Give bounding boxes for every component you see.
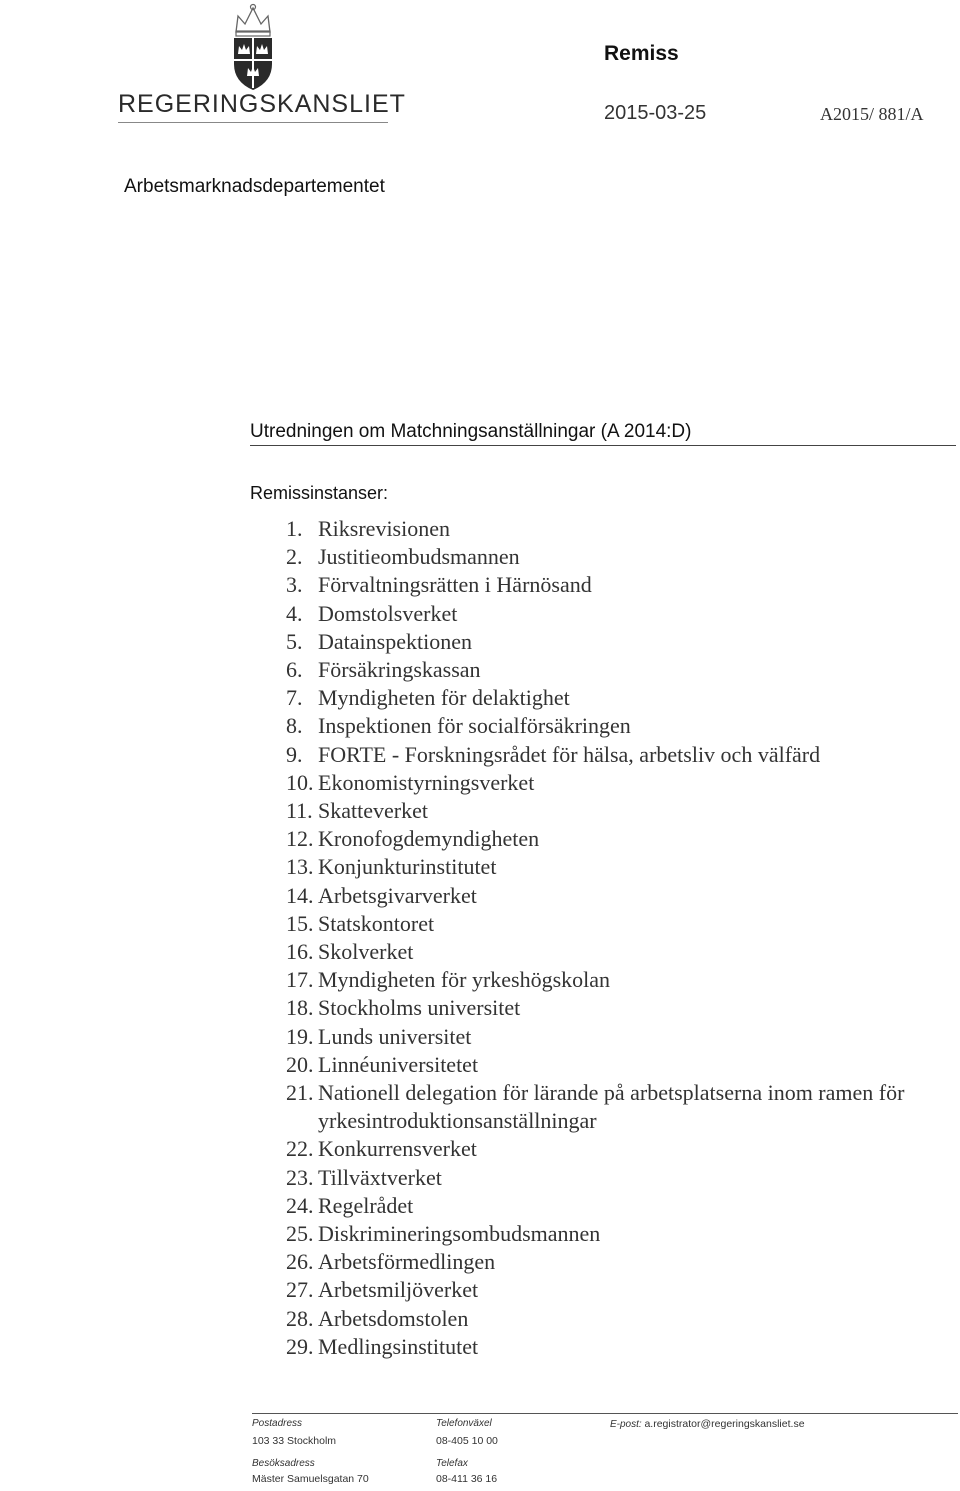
recipient-number: 7.: [286, 685, 303, 711]
recipient-number: 11.: [286, 798, 313, 824]
recipient-name: Kronofogdemyndigheten: [318, 826, 540, 852]
recipient-number: 18.: [286, 995, 314, 1021]
subject-title: Utredningen om Matchningsanställningar (A 2014:D): [250, 421, 692, 442]
recipient-item: [286, 1051, 946, 1079]
recipient-name: Myndigheten för yrkeshögskolan: [318, 967, 611, 993]
recipient-number: 12.: [286, 826, 314, 852]
recipient-number: 5.: [286, 628, 303, 654]
recipient-name: Arbetsdomstolen: [318, 1305, 469, 1331]
recipient-name: Domstolsverket: [318, 600, 458, 626]
recipient-name: Skolverket: [318, 939, 414, 965]
recipient-item: [286, 769, 946, 797]
phone-label: Telefonväxel: [436, 1418, 492, 1429]
reference-number: A2015/ 881/A: [820, 104, 924, 124]
recipient-number: 9.: [286, 741, 303, 767]
recipient-item: [286, 994, 946, 1022]
recipient-item: [286, 1079, 946, 1135]
recipient-item: [286, 628, 946, 656]
recipient-name: Inspektionen för socialförsäkringen: [318, 713, 631, 739]
recipient-name: Förvaltningsrätten i Härnösand: [318, 572, 592, 598]
recipient-item: [286, 1248, 946, 1276]
recipient-item: [286, 1164, 946, 1192]
recipient-number: 1.: [286, 516, 303, 541]
recipient-item: [286, 1135, 946, 1163]
recipient-name: Försäkringskassan: [318, 657, 481, 683]
recipient-name: Skatteverket: [318, 798, 428, 824]
subject-divider: [250, 445, 956, 446]
recipient-name: Konkurrensverket: [318, 1136, 477, 1162]
recipient-number: 25.: [286, 1221, 314, 1247]
recipient-number: 10.: [286, 769, 314, 795]
recipient-name: Riksrevisionen: [318, 516, 450, 541]
recipient-name: Arbetsmiljöverket: [318, 1277, 479, 1303]
recipient-item: [286, 1023, 946, 1051]
visit-address-label: Besöksadress: [252, 1458, 315, 1469]
recipient-name: Konjunkturinstitutet: [318, 854, 497, 880]
fax-value: 08-411 36 16: [436, 1473, 498, 1485]
postal-address-label: Postadress: [252, 1418, 303, 1429]
recipient-number: 26.: [286, 1249, 314, 1275]
recipient-item: [286, 825, 946, 853]
recipient-number: 15.: [286, 910, 314, 936]
recipient-name: Tillväxtverket: [318, 1164, 442, 1190]
recipient-item: [286, 938, 946, 966]
recipients-label: Remissinstanser:: [250, 483, 389, 503]
recipient-number: 27.: [286, 1277, 314, 1303]
recipient-item: [286, 684, 946, 712]
recipient-name: Arbetsförmedlingen: [318, 1249, 496, 1275]
recipient-number: 20.: [286, 1051, 314, 1077]
recipient-number: 22.: [286, 1136, 314, 1162]
recipient-number: 4.: [286, 600, 303, 626]
recipient-name: Lunds universitet: [318, 1023, 472, 1049]
recipient-item: [286, 1192, 946, 1220]
recipient-item: [286, 882, 946, 910]
recipient-item: [286, 966, 946, 994]
recipient-name: Statskontoret: [318, 910, 435, 936]
fax-label: Telefax: [436, 1458, 468, 1469]
recipient-item: [286, 910, 946, 938]
swedish-coat-of-arms-icon: [222, 2, 284, 92]
recipient-item: [286, 543, 946, 571]
phone-value: 08-405 10 00: [436, 1435, 498, 1447]
recipients-list: [286, 515, 946, 1361]
email-label: E-post:: [610, 1419, 642, 1430]
recipient-item: [286, 797, 946, 825]
recipient-item: [286, 1220, 946, 1248]
recipient-item: [286, 1305, 946, 1333]
recipient-name: Medlingsinstitutet: [318, 1333, 479, 1359]
recipient-number: 29.: [286, 1333, 314, 1359]
ministry-name: REGERINGSKANSLIET: [118, 90, 406, 118]
recipient-number: 17.: [286, 967, 314, 993]
recipient-item: [286, 712, 946, 740]
document-type: Remiss: [604, 42, 679, 65]
recipient-name: Nationell delegation för lärande på arbetsplatserna inom ramen för yrkesintroduktionsanställningar: [318, 1080, 905, 1134]
recipient-name: Myndigheten för delaktighet: [318, 685, 570, 711]
recipient-number: 3.: [286, 572, 303, 598]
recipient-number: 28.: [286, 1305, 314, 1331]
recipient-name: Ekonomistyrningsverket: [318, 769, 535, 795]
recipient-item: [286, 656, 946, 684]
recipient-item: [286, 515, 946, 543]
recipient-name: Regelrådet: [318, 1192, 414, 1218]
recipient-name: Diskrimineringsombudsmannen: [318, 1221, 601, 1247]
recipient-name: FORTE - Forskningsrådet för hälsa, arbetsliv och välfärd: [318, 741, 821, 767]
recipient-name: Justitieombudsmannen: [318, 544, 520, 570]
email-value[interactable]: a.registrator@regeringskansliet.se: [644, 1418, 805, 1430]
recipient-number: 21.: [286, 1080, 314, 1106]
email-block: [610, 1418, 805, 1430]
recipient-number: 13.: [286, 854, 314, 880]
recipient-number: 19.: [286, 1023, 314, 1049]
recipient-item: [286, 1276, 946, 1304]
recipient-number: 8.: [286, 713, 303, 739]
document-date: 2015-03-25: [604, 102, 707, 124]
recipient-number: 23.: [286, 1164, 314, 1190]
recipient-item: [286, 1333, 946, 1361]
recipient-number: 24.: [286, 1192, 314, 1218]
department-name: Arbetsmarknadsdepartementet: [124, 176, 385, 197]
recipient-number: 14.: [286, 882, 314, 908]
footer-divider: [252, 1413, 958, 1414]
recipient-name: Datainspektionen: [318, 628, 472, 654]
recipient-name: Arbetsgivarverket: [318, 882, 477, 908]
recipient-item: [286, 600, 946, 628]
header-divider: [118, 122, 388, 123]
recipient-item: [286, 741, 946, 769]
visit-address-value: Mäster Samuelsgatan 70: [252, 1473, 369, 1485]
recipient-name: Stockholms universitet: [318, 995, 521, 1021]
recipient-item: [286, 853, 946, 881]
recipient-number: 6.: [286, 657, 303, 683]
recipient-number: 16.: [286, 939, 314, 965]
recipient-number: 2.: [286, 544, 303, 570]
recipient-name: Linnéuniversitetet: [318, 1051, 479, 1077]
recipient-item: [286, 571, 946, 599]
postal-address-value: 103 33 Stockholm: [252, 1435, 337, 1447]
